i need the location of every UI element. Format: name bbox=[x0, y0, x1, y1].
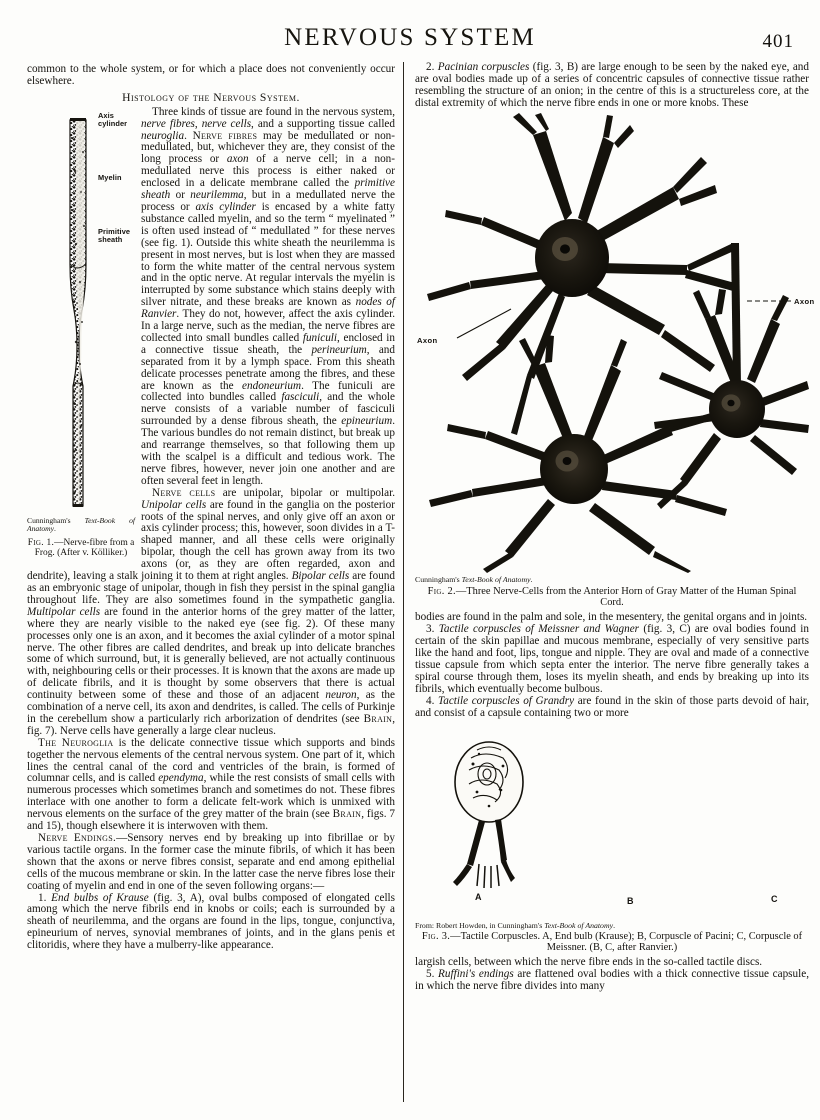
text-run: . They do not, however, affect the axis cylinder. In a large nerve, such as the median, the nerve fibres are collected into small bundles called bbox=[141, 308, 395, 344]
text-run: , fig. 7). Nerve cells have generally a large clear nucleus. bbox=[27, 712, 395, 737]
text-run: of a nerve cell; in a non-medullated nerve this process is either naked or enclosed in a delicate membrane called the bbox=[141, 153, 395, 190]
figure-3-label-c: C bbox=[771, 893, 778, 904]
text-run: are unipolar, bipolar or multipolar. bbox=[215, 486, 395, 499]
text-run: is encased by a white fatty substance called myelin, and so the term “ myelinated ” is often used instead of “ medullated ” for these nerves (see fig. 1). Outside this white sheath the neurilemma is present in most nerves, but is lost when they are massed to form the white matter of the central nervous system and in the optic nerve. At regular intervals the myelin is interrupted by some substance which stains deeply with silver nitrate, and these breaks are known as bbox=[141, 200, 396, 309]
text-italic: End bulbs of Krause bbox=[51, 891, 149, 904]
text-italic: nerve fibres bbox=[141, 117, 195, 130]
figure-3-caption bbox=[415, 931, 809, 954]
page-header bbox=[0, 24, 820, 58]
text-italic: neurilemma bbox=[190, 189, 244, 202]
text-run: (fig. 3, C) are oval bodies found in certain of the skin papillae and mucous membrane, especially of very sensitive parts like the hand and foot, lips, tongue and nipple. They are oval and made of a connective tissue capsule from which septa enter the interior. The nerve fibre generally takes a spiral course through them, loses its myelin sheath, and ends by breaking up into its fibrils, which eventually become bulbous. bbox=[415, 623, 809, 695]
paragraph-end-bulbs-krause bbox=[27, 893, 395, 953]
page-title: NERVOUS SYSTEM bbox=[284, 24, 536, 51]
paragraph-nerve-endings bbox=[27, 833, 395, 893]
text-italic: Bipolar cells bbox=[291, 570, 350, 583]
figure-3-caption-number: Fig. 3. bbox=[421, 930, 451, 942]
figure-2-credit-text: Cunningham's bbox=[415, 574, 462, 584]
text-italic: Ruffini's endings bbox=[438, 968, 514, 981]
tactile-corpuscles-illustration bbox=[415, 724, 809, 920]
text-italic: endoneurium bbox=[242, 379, 302, 392]
left-column bbox=[27, 64, 395, 952]
text-run: , but in a medullated nerve the process or bbox=[141, 189, 395, 213]
text-italic: perineurium bbox=[311, 343, 367, 356]
text-run: (fig. 3, B) are large enough to be seen by the naked eye, and are oval bodies made up of a series of concentric capsules of connective tissue rather resembling the structure of an onion; in the centre of this is a structureless core, at the distal extremity of which the nerve fibre ends in one or more knobs. These bbox=[415, 61, 809, 109]
text-run: are found in the anterior horns of the grey matter of the latter, where they are nearly visible to the naked eye (see fig. 2). Of these many processes only one is an axon, and it becomes the axial cylinder of a motor spinal nerve. The other fibres are called dendrites, and break up into delicate branches some of which surround, but, it is generally believed, are not actually continuous with, neighbouring cells or their processes. It is known that the axons are made up of delicate fibrils, and it is thought by some observers that there is actual continuity between some of these and those of an adjacent bbox=[27, 605, 396, 702]
text-run: 2. bbox=[426, 61, 438, 73]
text-run: , and a supporting tissue called bbox=[251, 117, 395, 130]
text-italic: epineurium bbox=[341, 415, 393, 428]
text-run: . bbox=[184, 129, 193, 142]
figure-3-credit-text: From: Robert Howden, in Cunningham's bbox=[415, 920, 545, 930]
figure-1-caption-number: Fig. 1. bbox=[27, 537, 55, 548]
figure-3-label-b: B bbox=[627, 895, 634, 906]
figure-1-artwork bbox=[27, 110, 135, 514]
figure-2-caption-text: —Three Nerve-Cells from the Anterior Horn of Gray Matter of the Human Spinal Cord. bbox=[455, 585, 797, 609]
figure-1-credit bbox=[27, 517, 135, 534]
section-heading: Histology of the Nervous System. bbox=[122, 90, 300, 104]
text-run: , and separated from it by a lymph space. From this sheath delicate processes penetrate among the fibres, and these are known as the bbox=[141, 343, 395, 392]
figure-3-artwork bbox=[415, 724, 809, 920]
nerve-cells-illustration bbox=[415, 113, 809, 573]
paragraph-continued: common to the whole system, or for which a place does not conveniently occur elsewhere. bbox=[27, 63, 395, 87]
figure-1 bbox=[27, 110, 135, 559]
text-italic: nerve cells bbox=[201, 117, 252, 130]
text-italic: axis cylinder bbox=[195, 200, 256, 213]
figure-2-artwork bbox=[415, 113, 815, 573]
text-run: . The various bundles do not remain distinct, but break up and rearrange themselves, so that following them up with the scalpel is a difficult and tedious work. The nerve fibres, however, never join one another and are often several feet in length. bbox=[141, 415, 395, 487]
paragraph-grandry-continued: largish cells, between which the nerve fibre ends in the so-called tactile discs. bbox=[415, 956, 763, 969]
paragraph-pacinian-corpuscles bbox=[415, 62, 809, 110]
text-italic: ependyma bbox=[158, 772, 204, 785]
text-italic: nodes of Ranvier bbox=[141, 296, 395, 321]
figure-2-credit-source: Text-Book of Anatomy bbox=[461, 574, 531, 584]
text-smallcaps: The Neuroglia bbox=[38, 736, 114, 749]
text-italic: Unipolar cells bbox=[141, 498, 207, 511]
text-run: , figs. 7 and 15), though elsewhere it is interwoven with them. bbox=[27, 808, 396, 833]
figure-1-label-axis-cylinder: Axis cylinder bbox=[98, 110, 128, 128]
text-run: is the delicate connective tissue which supports and binds together the nervous elements of the central nervous system. One part of it, which lines the central canal of the cord and ventricles of the brain, is formed of columnar cells, and is called bbox=[27, 736, 395, 785]
column-divider bbox=[403, 62, 404, 1102]
text-run: are found as an embryonic stage of unipolar, though in fish they persist in the spinal ganglia throughout life. They are also sometimes found in the sympathetic ganglia. bbox=[27, 570, 395, 606]
text-run: may be medullated or non-medullated, but, whichever they are, they consist of the long process or bbox=[141, 129, 395, 166]
figure-1-label-primitive-sheath: Primitive sheath bbox=[98, 226, 131, 244]
paragraph-grandry bbox=[415, 696, 809, 720]
figure-2-caption-number: Fig. 2. bbox=[427, 585, 456, 597]
text-italic: neuroglia bbox=[141, 129, 185, 142]
figure-2-label-axon-left: Axon bbox=[417, 335, 438, 345]
text-smallcaps: Nerve fibres bbox=[192, 129, 258, 142]
text-italic: fasciculi bbox=[281, 391, 320, 404]
page-number: 401 bbox=[762, 31, 794, 52]
figure-3-credit-source: Text-Book of Anatomy bbox=[544, 920, 614, 930]
text-italic: axon bbox=[226, 153, 249, 166]
paragraph-neuroglia bbox=[27, 738, 395, 833]
figure-2-caption bbox=[415, 586, 809, 609]
corpuscle-a-krause bbox=[453, 742, 523, 888]
text-run: Three kinds of tissue are found in the nervous system, bbox=[152, 105, 395, 118]
text-italic: Multipolar cells bbox=[27, 605, 101, 618]
text-italic: Tactile corpuscles of Meissner and Wagner bbox=[438, 623, 640, 636]
text-run: —Sensory nerves end by breaking up into fibrillae or by various tactile organs. In the former case the minute fibrils, of which it has been shown that the axons or nerve fibres consist, separate and end among epithelial cells of the mucous membrane or skin. In the latter case the nerve fibres lose their coating of myelin and end in one of the seven following organs:— bbox=[27, 832, 395, 892]
text-run: (fig. 3, A), oval bulbs composed of elongated cells among which the nerve fibrils end in knobs or coils; each is surrounded by a sheath of neurilemma, and the organs are found in the lips, tongue, conjunctiva, epineurium of nerves, synovial membranes of joints, and in the glans penis et clitoridis, where they have a mulberry-like appearance. bbox=[27, 891, 396, 952]
text-run: 5. bbox=[426, 968, 439, 981]
paragraph-meissner-wagner bbox=[415, 624, 809, 695]
paragraph-pacinian-continued: bodies are found in the palm and sole, in the mesentery, the genital organs and in joints. bbox=[415, 611, 808, 624]
text-run: or bbox=[170, 189, 191, 202]
figure-1-label-myelin: Myelin bbox=[98, 172, 122, 182]
text-run: are flattened oval bodies with a thick connective tissue capsule, in which the nerve fibre divides into many bbox=[415, 968, 809, 993]
figure-3 bbox=[415, 724, 809, 954]
text-italic: Tactile corpuscles of Grandry bbox=[438, 694, 575, 707]
text-italic: funiculi bbox=[302, 331, 338, 344]
text-smallcaps: Nerve Endings. bbox=[38, 832, 117, 844]
text-italic: neuron bbox=[325, 689, 357, 702]
figure-1-credit-source: Text-Book of Anatomy bbox=[27, 515, 135, 534]
nerve-fibre-illustration bbox=[61, 114, 95, 512]
text-run: 4. bbox=[426, 694, 439, 707]
text-italic: Pacinian corpuscles bbox=[437, 61, 530, 73]
figure-2-label-axon-right: Axon bbox=[794, 296, 815, 306]
text-smallcaps: Brain bbox=[332, 808, 362, 821]
text-run: . The funiculi are collected into bundles called bbox=[141, 379, 395, 404]
text-run: 1. bbox=[38, 891, 52, 904]
text-smallcaps: Brain bbox=[363, 712, 393, 725]
figure-2-credit-period: . bbox=[530, 574, 533, 584]
text-run: 3. bbox=[426, 623, 439, 636]
paragraph-ruffini-endings bbox=[415, 969, 809, 993]
figure-2 bbox=[415, 113, 815, 609]
figure-3-label-a: A bbox=[475, 891, 482, 902]
figure-2-credit bbox=[415, 575, 809, 584]
figure-1-credit-text: Cunningham's bbox=[27, 515, 85, 525]
text-run: , as the combination of a nerve cell, its axon and dendrites, is called. The cells of Purkinje in the cerebellum show a particularly rich arborization of dendrites (see bbox=[27, 689, 395, 725]
right-column bbox=[415, 61, 815, 993]
figure-1-caption bbox=[27, 538, 135, 558]
text-run: , and the whole nerve consists of a variable number of fasciculi surrounded by a dense fibrous sheath, the bbox=[141, 391, 395, 428]
figure-3-caption-text: —Tactile Corpuscles. A, End bulb (Krause); B, Corpuscle of Pacini; C, Corpuscle of Meissner. (B, C, after Ranvier.) bbox=[450, 930, 803, 953]
text-smallcaps: Nerve cells bbox=[152, 486, 216, 499]
text-run: are found in the skin of those parts devoid of hair, and consist of a capsule containing two or more bbox=[415, 694, 809, 719]
text-run: , enclosed in a connective tissue sheath, the bbox=[141, 331, 395, 356]
text-run: , bbox=[194, 117, 202, 130]
figure-1-caption-text: —Nerve-fibre from a Frog. (After v. Kölliker.) bbox=[34, 537, 135, 559]
text-run: , while the rest consists of small cells with numerous processes which sometimes branch and sometimes do not. These fibres interlace with one another to form a delicate felt-work which is unmixed with nervous elements on the surface of the grey matter of the brain (see bbox=[27, 772, 395, 821]
figure-1-credit-period: . bbox=[54, 524, 56, 534]
figure-3-credit bbox=[415, 921, 809, 930]
text-run: are found in the ganglia on the posterior roots of the spinal nerves, and only give off an axon or axis cylinder process; this, however, soon divides in a T-shaped manner, and all these cells were originally bipolar, though the cell has grown away from its two axons (or, as they are often regarded, axon and dendrite), leaving a stalk joining it to them at right angles. bbox=[27, 498, 395, 583]
text-italic: primitive sheath bbox=[141, 177, 395, 202]
figure-3-credit-period: . bbox=[613, 920, 616, 930]
